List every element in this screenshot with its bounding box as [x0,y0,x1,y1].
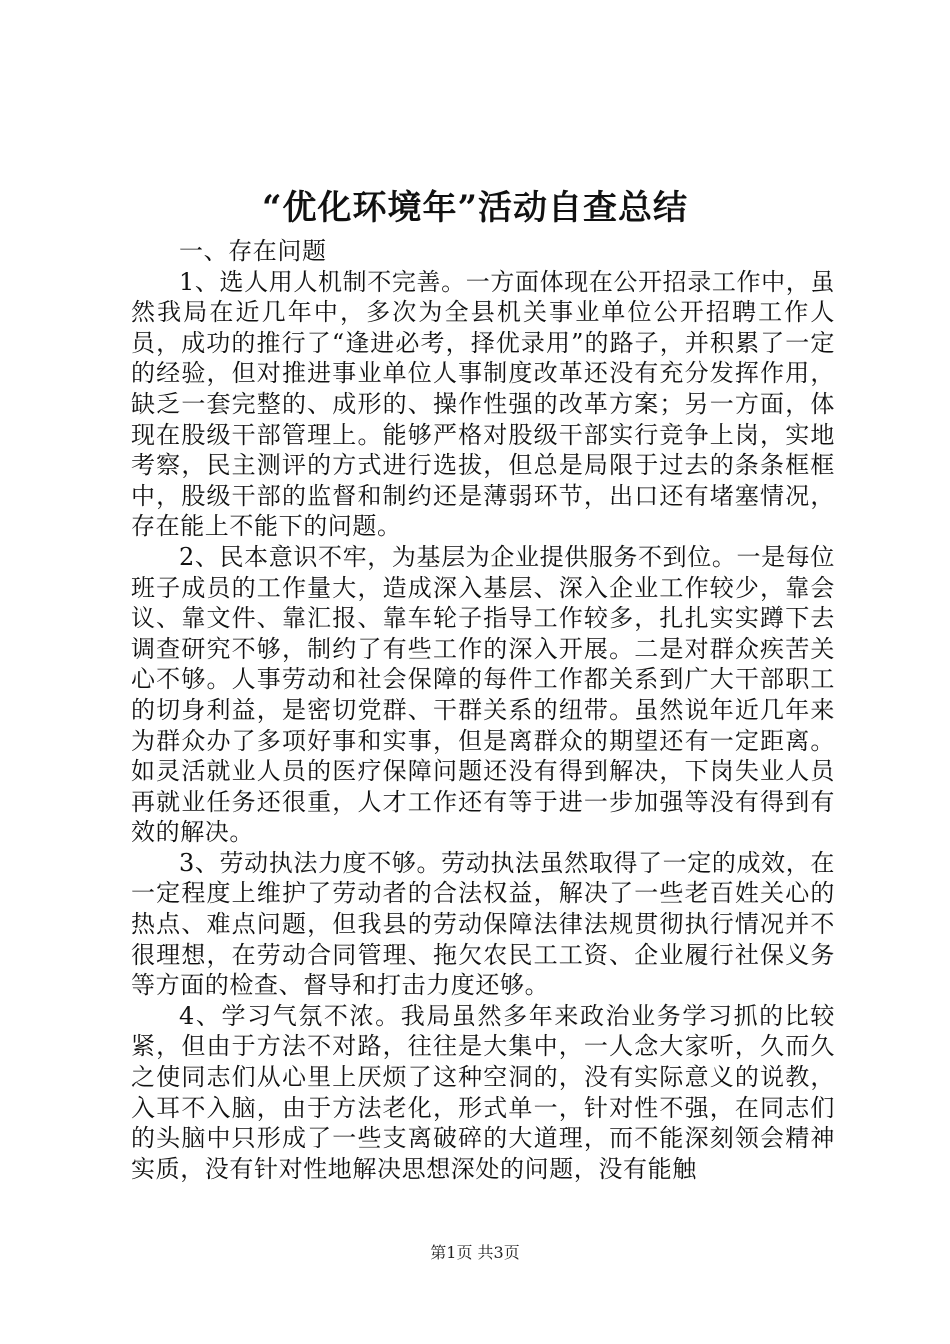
paragraph-2: 2、民本意识不牢，为基层为企业提供服务不到位。一是每位班子成员的工作量大，造成深入基层、深入企业工作较少，靠会议、靠文件、靠汇报、靠车轮子指导工作较多，扎扎实实蹲下去调查研究不够，制约了有些工作的深入开展。二是对群众疾苦关心不够。人事劳动和社会保障的每件工作都关系到广大干部职工的切身利益，是密切党群、干群关系的纽带。虽然说年近几年来为群众办了多项好事和实事，但是离群众的期望还有一定距离。如灵活就业人员的医疗保障问题还没有得到解决，下岗失业人员再就业任务还很重，人才工作还有等于进一步加强等没有得到有效的解决。 [131,542,835,847]
paragraph-1: 1、选人用人机制不完善。一方面体现在公开招录工作中，虽然我局在近几年中，多次为全县机关事业单位公开招聘工作人员，成功的推行了“逢进必考，择优录用”的路子，并积累了一定的经验，但对推进事业单位人事制度改革还没有充分发挥作用，缺乏一套完整的、成形的、操作性强的改革方案；另一方面，体现在股级干部管理上。能够严格对股级干部实行竞争上岗，实地考察，民主测评的方式进行选拔，但总是局限于过去的条条框框中，股级干部的监督和制约还是薄弱环节，出口还有堵塞情况，存在能上不能下的问题。 [131,267,835,541]
section-heading: 一、存在问题 [179,237,327,265]
paragraph-4: 4、学习气氛不浓。我局虽然多年来政治业务学习抓的比较紧，但由于方法不对路，往往是大集中，一人念大家听，久而久之使同志们从心里上厌烦了这种空洞的，没有实际意义的说教，入耳不入脑，由于方法老化，形式单一，针对性不强，在同志们的头脑中只形成了一些支离破碎的大道理，而不能深刻领会精神实质，没有针对性地解决思想深处的问题，没有能触 [131,1001,835,1183]
document-body [131,236,835,1184]
paragraph-3: 3、劳动执法力度不够。劳动执法虽然取得了一定的成效，在一定程度上维护了劳动者的合法权益，解决了一些老百姓关心的热点、难点问题，但我县的劳动保障法律法规贯彻执行情况并不很理想，在劳动合同管理、拖欠农民工工资、企业履行社保义务等方面的检查、督导和打击力度还够。 [131,848,835,1000]
page-footer: 第1页 共3页 [430,1243,520,1262]
document-title: “优化环境年”活动自查总结 [261,188,689,228]
